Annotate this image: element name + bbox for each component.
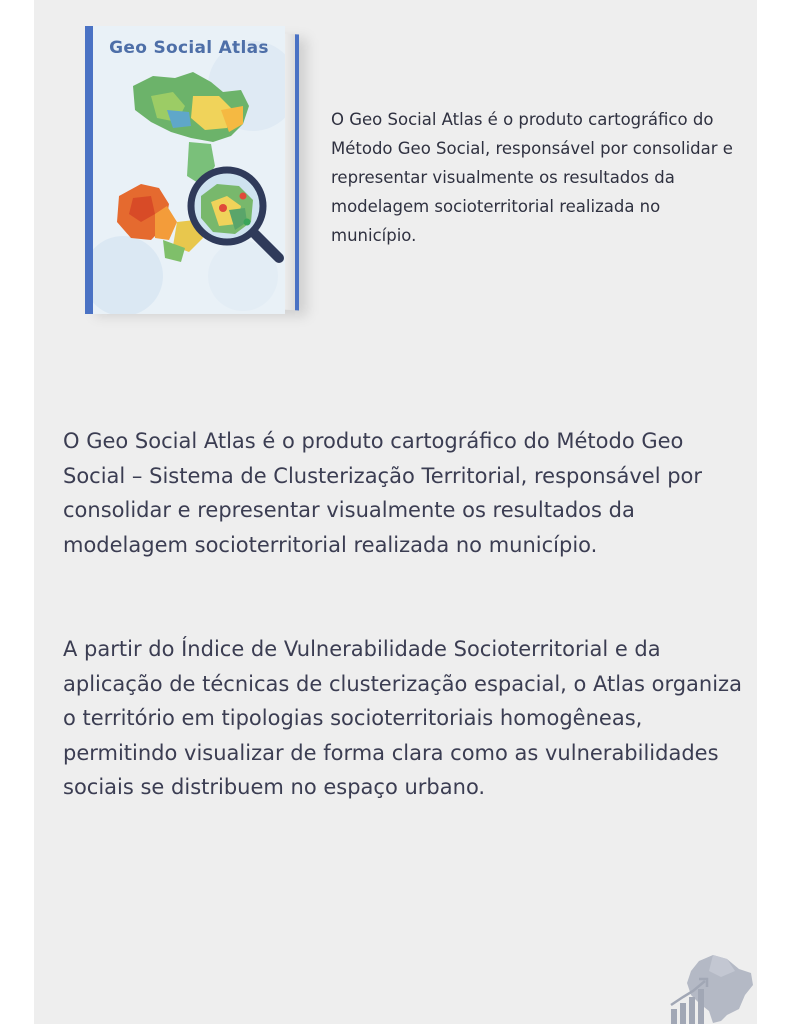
content-panel	[34, 0, 757, 1024]
map-illustration	[93, 26, 285, 314]
book-front	[85, 26, 285, 314]
intro-text: O Geo Social Atlas é o produto cartográfico do Método Geo Social, responsável por consolidar e representar visualmente os resultados da modelagem socioterritorial realizada no município.	[331, 110, 733, 245]
paragraph-1: O Geo Social Atlas é o produto cartográfico do Método Geo Social – Sistema de Clusterização Territorial, responsável por consolidar e representar visualmente os resultados da modelagem socioterritorial realizada no município.	[63, 429, 703, 557]
brazil-map-growth-logo-icon	[669, 951, 759, 1024]
atlas-book-cover	[85, 26, 311, 318]
paragraph-2: A partir do Índice de Vulnerabilidade Socioterritorial e da aplicação de técnicas de clusterização espacial, o Atlas organiza o território em tipologias socioterritoriais homogêneas, permitindo visualizar de forma clara como as vulnerabilidades sociais se distribuem no espaço urbano.	[63, 637, 742, 799]
book-title: Geo Social Atlas	[109, 38, 269, 58]
